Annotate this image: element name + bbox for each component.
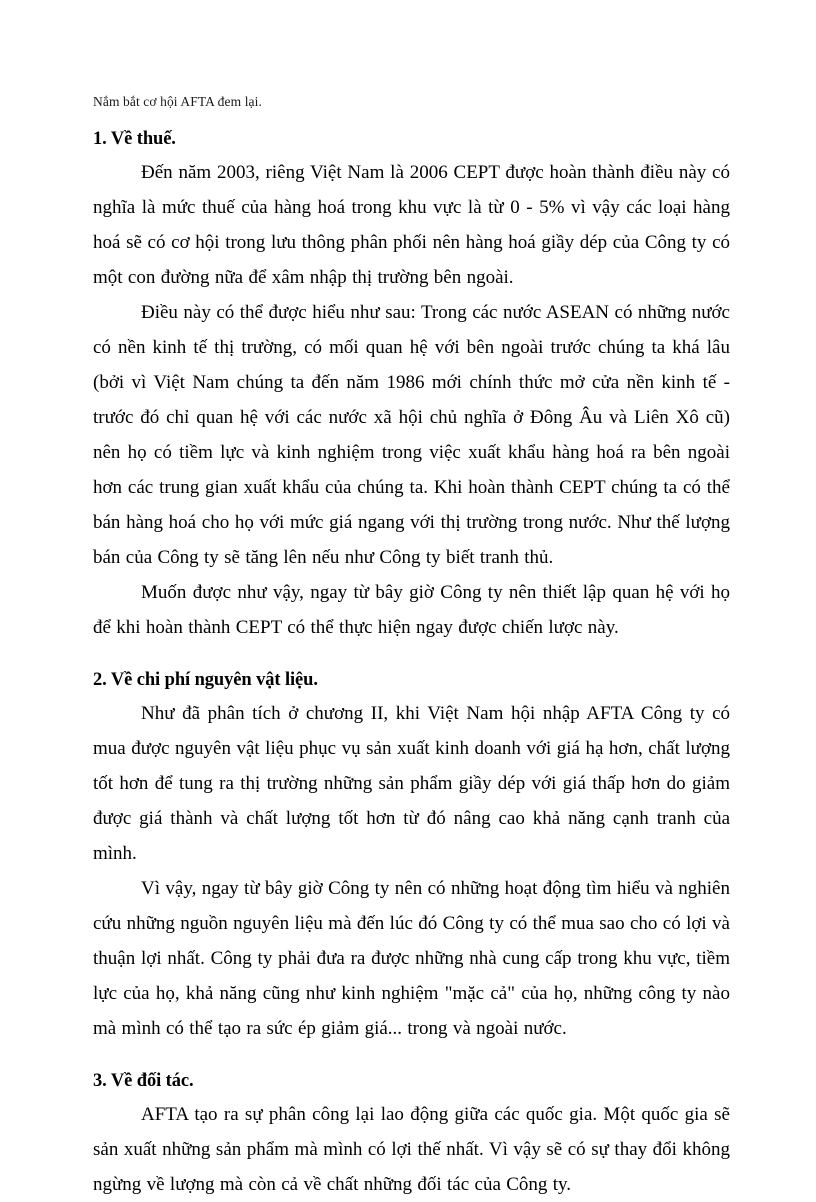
paragraph-2-1: Như đã phân tích ở chương II, khi Việt Nam hội nhập AFTA Công ty có mua được nguyên vật liệu phục vụ sản xuất kinh doanh với giá hạ hơn, chất lượng tốt hơn để tung ra thị trường những sản phẩm giầy dép với giá thấp hơn do giảm được giá thành và chất lượng tốt hơn từ đó nâng cao khả năng cạnh tranh của mình.: [93, 703, 730, 864]
paragraph-2-2: Vì vậy, ngay từ bây giờ Công ty nên có những hoạt động tìm hiểu và nghiên cứu những nguồn nguyên liệu mà đến lúc đó Công ty có thể mua sao cho có lợi và thuận lợi nhất. Công ty phải đưa ra được những nhà cung cấp trong khu vực, tiềm lực của họ, khả năng cũng như kinh nghiệm "mặc cả" của họ, những công ty nào mà mình có thể tạo ra sức ép giảm giá... trong và ngoài nước.: [93, 878, 730, 1039]
paragraph-3-1: AFTA tạo ra sự phân công lại lao động giữa các quốc gia. Một quốc gia sẽ sản xuất những sản phẩm mà mình có lợi thế nhất. Vì vậy sẽ có sự thay đổi không ngừng về lượng mà còn cả về chất những đối tác của Công ty.: [93, 1104, 730, 1195]
section-heading-2: 2. Về chi phí nguyên vật liệu.: [93, 670, 318, 690]
document-body: [93, 92, 730, 1202]
section-heading-3: 3. Về đối tác.: [93, 1071, 194, 1091]
paragraph-1-3: Muốn được như vậy, ngay từ bây giờ Công ty nên thiết lập quan hệ với họ để khi hoàn thành CEPT có thể thực hiện ngay được chiến lược này.: [93, 582, 730, 638]
paragraph-1-1: Đến năm 2003, riêng Việt Nam là 2006 CEPT được hoàn thành điều này có nghĩa là mức thuế của hàng hoá trong khu vực là từ 0 - 5% vì vậy các loại hàng hoá sẽ có cơ hội trong lưu thông phân phối nên hàng hoá giầy dép của Công ty có một con đường nữa để xâm nhập thị trường bên ngoài.: [93, 162, 730, 288]
paragraph-1-2: Điều này có thể được hiểu như sau: Trong các nước ASEAN có những nước có nền kinh tế thị trường, có mối quan hệ với bên ngoài trước chúng ta khá lâu (bởi vì Việt Nam chúng ta đến năm 1986 mới chính thức mở cửa nền kinh tế - trước đó chỉ quan hệ với các nước xã hội chủ nghĩa ở Đông Âu và Liên Xô cũ) nên họ có tiềm lực và kinh nghiệm trong việc xuất khẩu hàng hoá ra bên ngoài hơn các trung gian xuất khẩu của chúng ta. Khi hoàn thành CEPT chúng ta có thể bán hàng hoá cho họ với mức giá ngang với thị trường trong nước. Như thế lượng bán của Công ty sẽ tăng lên nếu như Công ty biết tranh thủ.: [93, 302, 730, 568]
running-line: Nắm bắt cơ hội AFTA đem lại.: [93, 94, 262, 109]
section-heading-1: 1. Về thuế.: [93, 129, 176, 149]
